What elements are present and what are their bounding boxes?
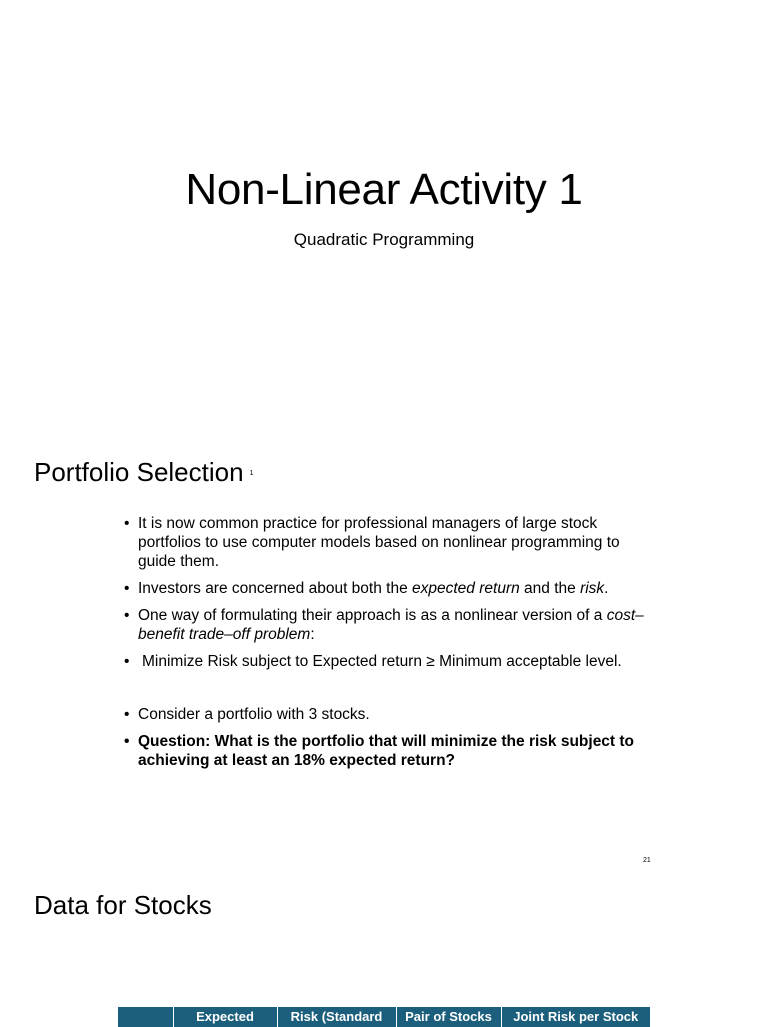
bullet-item xyxy=(122,606,652,644)
table-header-cell: Joint Risk per Stock xyxy=(501,1007,650,1027)
emphasis-cost-benefit: cost–benefit trade–off problem xyxy=(138,607,644,643)
portfolio-selection-heading xyxy=(34,455,253,491)
bullet-item xyxy=(122,652,652,671)
bullet-item xyxy=(122,514,652,571)
bullet-text: Investors are concerned about both the xyxy=(138,580,413,597)
table-header-row xyxy=(118,1007,650,1027)
table-header-cell: Risk (Standard xyxy=(277,1007,396,1027)
bullet-text: Minimize Risk subject to Expected return ≥ Minimum acceptable level. xyxy=(142,653,622,670)
emphasis-risk: risk xyxy=(580,580,605,597)
bullet-item xyxy=(122,579,652,598)
bullet-text: Question: What is the portfolio that will minimize the risk subject to achieving at least an 18% expected return? xyxy=(138,733,635,769)
slide-title: Non-Linear Activity 1 xyxy=(185,165,583,214)
bullet-list xyxy=(122,514,652,778)
bullet-text: and the xyxy=(519,580,581,597)
heading-footnote-mark: 1 xyxy=(249,470,254,478)
table-header-cell xyxy=(118,1007,173,1027)
table-header-cell: Pair of Stocks xyxy=(396,1007,501,1027)
slide-subtitle: Quadratic Programming xyxy=(293,230,475,249)
bullet-text: It is now common practice for professional managers of large stock portfolios to use computer models based on nonlinear programming to guide them. xyxy=(138,515,620,570)
bullet-text: . xyxy=(604,580,609,597)
stock-table xyxy=(118,1007,650,1027)
bullet-item-question xyxy=(122,732,652,770)
emphasis-expected-return: expected return xyxy=(412,580,520,597)
stock-data-table xyxy=(118,1007,650,1027)
table-header-cell: Expected xyxy=(173,1007,277,1027)
bullet-text: Consider a portfolio with 3 stocks. xyxy=(138,706,370,723)
data-for-stocks-heading: Data for Stocks xyxy=(34,890,212,920)
bullet-text: One way of formulating their approach is as a nonlinear version of a xyxy=(138,607,607,624)
bullet-item xyxy=(122,705,652,724)
bullet-text: : xyxy=(310,626,315,643)
heading-text: Portfolio Selection xyxy=(34,457,244,487)
page-number: 21 xyxy=(643,857,651,864)
